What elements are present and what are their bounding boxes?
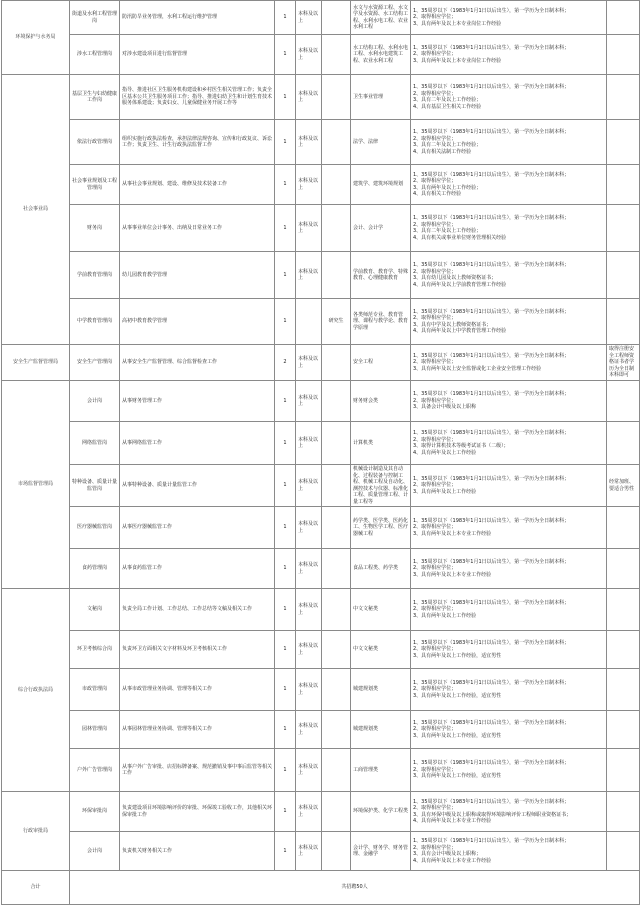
duty-cell: 从事财务管理工作 <box>120 381 275 422</box>
count-cell: 1 <box>275 549 296 589</box>
position-cell: 环保审批岗 <box>70 792 120 832</box>
position-cell: 安全生产管理岗 <box>70 345 120 381</box>
requirement-line: 3、取得计算机技术等级考试证书（二级）； <box>413 443 509 449</box>
degree-cell <box>322 120 351 165</box>
requirement-line: 2、取得相应学位； <box>413 805 457 811</box>
major-cell: 机械设计制造及其自动化、过程装备与控制工程、机械工程及自动化、测控技术与仪器、标准化工程、质量管理工程、计量工程等 <box>351 465 411 507</box>
position-cell: 财务岗 <box>70 205 120 252</box>
table-row <box>2 381 640 422</box>
requirements-cell <box>411 792 607 832</box>
education-cell <box>296 299 322 345</box>
degree-cell <box>322 345 351 381</box>
education-cell: 本科及以上 <box>296 669 322 711</box>
education-cell: 本科及以上 <box>296 507 322 549</box>
count-cell: 1 <box>275 165 296 205</box>
education-cell: 本科及以上 <box>296 832 322 871</box>
count-cell: 2 <box>275 345 296 381</box>
count-cell: 1 <box>275 832 296 871</box>
education-cell: 本科及以上 <box>296 711 322 749</box>
duty-cell: 从事户外广告审批、店招标牌备案、规范撤销及事中事后监管等相关工作 <box>120 749 275 792</box>
note-cell <box>607 749 640 792</box>
degree-cell <box>322 669 351 711</box>
requirement-line: 4、具有两年及以上本专业工作经验 <box>413 818 492 824</box>
education-cell: 本科及以上 <box>296 345 322 381</box>
requirement-line: 2、取得相应学位； <box>413 135 457 142</box>
position-cell: 医疗器械监管岗 <box>70 507 120 549</box>
degree-cell <box>322 1 351 35</box>
major-cell: 会计、会计学 <box>351 205 411 252</box>
requirement-line: 2、取得相应学位； <box>413 359 457 366</box>
requirements-cell <box>411 345 607 381</box>
requirement-line: 1、35周岁以下（1983年1月1日以后出生），第一学历为全日制本科； <box>413 7 570 14</box>
table-row <box>2 832 640 871</box>
requirement-line: 4、具有机关或事业单位财务管理相关经验 <box>413 234 507 241</box>
education-cell: 本科及以上 <box>296 75 322 120</box>
degree-cell <box>322 75 351 120</box>
table-row <box>2 589 640 631</box>
duty-cell: 从事市政管理业务协调、管理等相关工作 <box>120 669 275 711</box>
degree-cell <box>322 792 351 832</box>
requirement-line: 1、35周岁以下（1983年1月1日以后出生），第一学历为全日制本科； <box>413 838 570 844</box>
requirements-cell <box>411 35 607 75</box>
note-cell <box>607 381 640 422</box>
education-cell: 本科及以上 <box>296 749 322 792</box>
requirement-line: 1、35周岁以下（1983年1月1日以后出生），第一学历为全日制本科； <box>413 215 570 221</box>
duty-cell: 从事网络监管工作 <box>120 422 275 465</box>
education-cell: 本科及以上 <box>296 381 322 422</box>
department-cell: 社会事业局 <box>2 75 70 345</box>
requirements-cell <box>411 422 607 465</box>
degree-cell <box>322 631 351 669</box>
degree-cell <box>322 422 351 465</box>
requirements-cell <box>411 507 607 549</box>
major-cell: 各类师范专业、教育管理、课程与教学论、教育学原理 <box>351 299 411 345</box>
requirement-line: 3、具有两年及以上工作经验，适宜男性 <box>413 652 502 659</box>
degree-cell <box>322 381 351 422</box>
requirement-line: 1、35周岁以下（1983年1月1日以后出生），第一学历为全日制本科； <box>413 599 570 606</box>
education-cell: 本科及以上 <box>296 35 322 75</box>
note-cell: 经常加班、要适合男性 <box>607 465 640 507</box>
major-cell: 水文与水资源工程、水文学及水资源、水工结构工程、水利水电工程、农业水利工程 <box>351 1 411 35</box>
requirement-line: 3、具有二年及以上工作经验； <box>413 142 482 148</box>
requirement-line: 1、35周岁以下（1983年1月1日以后出生），第一学历为全日制本科； <box>413 308 570 315</box>
requirement-line: 2、取得相应学位； <box>413 606 457 613</box>
position-cell: 会计岗 <box>70 381 120 422</box>
degree-cell <box>322 589 351 631</box>
table-row <box>2 669 640 711</box>
requirement-line: 3、具有两年及以上本专业岗位工作经验 <box>413 57 502 64</box>
education-cell: 本科及以上 <box>296 792 322 832</box>
table-row <box>2 422 640 465</box>
note-cell <box>607 35 640 75</box>
note-cell <box>607 75 640 120</box>
requirement-line: 1、35周岁以下（1983年1月1日以后出生），第一学历为全日制本科； <box>413 352 570 359</box>
duty-cell: 负责建设项目环境影响评价的审批、环保竣工验收工作，其他相关环保审批工作 <box>120 792 275 832</box>
major-cell: 会计学、财务学、财务管理、金融学 <box>351 832 411 871</box>
requirement-line: 4、具有基层卫生相关工作经验 <box>413 103 482 110</box>
major-cell: 食品工程类、药学类 <box>351 549 411 589</box>
table-row <box>2 35 640 75</box>
position-cell: 街道及水利工程管理岗 <box>70 1 120 35</box>
major-cell: 学前教育、教育学、特殊教育、心理健康教育 <box>351 252 411 299</box>
major-cell: 建筑学、建筑环境规划 <box>351 165 411 205</box>
duty-cell: 防汛防旱业务管理，水利工程运行维护管理 <box>120 1 275 35</box>
requirement-line: 2、取得相应学位； <box>413 90 457 97</box>
requirements-cell <box>411 252 607 299</box>
education-cell: 本科及以上 <box>296 252 322 299</box>
duty-cell: 负责环卫方面相关文字材料及环卫考核相关工作 <box>120 631 275 669</box>
education-cell: 本科及以上 <box>296 1 322 35</box>
count-cell: 1 <box>275 381 296 422</box>
requirements-cell <box>411 1 607 35</box>
degree-cell <box>322 549 351 589</box>
degree-cell <box>322 832 351 871</box>
department-cell: 综合行政执法局 <box>2 589 70 792</box>
requirement-line: 1、35周岁以下（1983年1月1日以后出生），第一学历为全日制本科； <box>413 679 570 686</box>
degree-cell <box>322 465 351 507</box>
degree-cell <box>322 205 351 252</box>
duty-cell: 对涉水建设项目进行监督管理 <box>120 35 275 75</box>
degree-cell <box>322 252 351 299</box>
count-cell: 1 <box>275 35 296 75</box>
degree-cell <box>322 507 351 549</box>
education-cell: 本科及以上 <box>296 549 322 589</box>
duty-cell: 从事园林管理业务协调、管理等相关工作 <box>120 711 275 749</box>
requirement-line: 1、35周岁以下（1983年1月1日以后出生），第一学历为全日制本科； <box>413 129 570 135</box>
requirement-line: 4、具有相关工作经验 <box>413 191 462 197</box>
table-row <box>2 792 640 832</box>
major-cell: 药学类、医学类、医药化工、生物医学工程、医疗器械工程 <box>351 507 411 549</box>
education-cell: 本科及以上 <box>296 589 322 631</box>
count-cell: 1 <box>275 792 296 832</box>
table-row <box>2 711 640 749</box>
requirement-line: 2、取得相应学位； <box>413 315 457 321</box>
note-cell <box>607 589 640 631</box>
major-cell: 城建规划类 <box>351 669 411 711</box>
position-cell: 涉水工程管理岗 <box>70 35 120 75</box>
requirement-line: 1、35周岁以下（1983年1月1日以后出生），第一学历为全日制本科； <box>413 639 570 646</box>
duty-cell: 负责全局工作计划、工作总结、工作总结等文稿及相关工作 <box>120 589 275 631</box>
department-cell: 市场监督管理局 <box>2 381 70 589</box>
total-value: 共招聘50人 <box>70 871 640 905</box>
requirement-line: 2、取得相应学位； <box>413 726 457 733</box>
note-cell <box>607 120 640 165</box>
note-cell <box>607 549 640 589</box>
requirement-line: 3、具有两年及以上工作经验 <box>413 488 477 495</box>
requirement-line: 3、具有两年及以上工作经验 <box>413 612 477 619</box>
requirement-line: 2、取得相应学位； <box>413 397 457 404</box>
requirement-line: 2、取得相应学位； <box>413 268 457 275</box>
count-cell: 1 <box>275 749 296 792</box>
requirements-cell <box>411 465 607 507</box>
degree-cell <box>322 35 351 75</box>
count-cell: 1 <box>275 631 296 669</box>
position-cell: 园林管理岗 <box>70 711 120 749</box>
requirement-line: 1、35周岁以下（1983年1月1日以后出生），第一学历为全日制本科； <box>413 760 570 767</box>
requirement-line: 3、具有两年及以上工作经验； <box>413 184 482 191</box>
note-cell <box>607 507 640 549</box>
requirement-line: 3、具有二年及以上工作经验； <box>413 228 482 234</box>
note-cell <box>607 422 640 465</box>
requirements-cell <box>411 631 607 669</box>
position-cell: 户外广告管理岗 <box>70 749 120 792</box>
note-cell <box>607 165 640 205</box>
requirement-line: 3、具备会计中级及以上职称 <box>413 404 477 411</box>
note-cell <box>607 631 640 669</box>
position-cell: 网络监管岗 <box>70 422 120 465</box>
duty-cell: 从事食药监管工作 <box>120 549 275 589</box>
requirements-cell <box>411 299 607 345</box>
requirement-line: 2、取得相应学位； <box>413 482 457 489</box>
requirement-line: 3、具有两年及以上安全监督或化工企业安全管理工作经验 <box>413 365 542 372</box>
table-row <box>2 205 640 252</box>
table-row <box>2 549 640 589</box>
note-cell <box>607 792 640 832</box>
requirement-line: 4、具有两年及以上本专业工作经验 <box>413 857 492 864</box>
requirement-line: 3、具有环保中级及以上职称或取得环境影响评价工程师职业资格证书； <box>413 811 572 818</box>
major-cell: 法学、法律 <box>351 120 411 165</box>
table-row <box>2 120 640 165</box>
major-cell: 中文文秘类 <box>351 631 411 669</box>
note-cell <box>607 669 640 711</box>
requirement-line: 1、35周岁以下（1983年1月1日以后出生），第一学历为全日制本科； <box>413 44 570 51</box>
degree-cell <box>322 711 351 749</box>
count-cell: 1 <box>275 120 296 165</box>
requirements-cell <box>411 711 607 749</box>
department-cell: 安全生产监督管理局 <box>2 345 70 381</box>
requirements-cell <box>411 120 607 165</box>
requirement-line: 1、35周岁以下（1983年1月1日以后出生），第一学历为全日制本科； <box>413 719 570 726</box>
position-cell: 中学教育管理岗 <box>70 299 120 345</box>
duty-cell: 从事社会事业规划、建设、维修及技术装备工作 <box>120 165 275 205</box>
requirements-cell <box>411 549 607 589</box>
count-cell: 1 <box>275 669 296 711</box>
note-cell: 取得注册安全工程师资格证书者学历为全日制本科即可 <box>607 345 640 381</box>
table-row <box>2 1 640 35</box>
table-row <box>2 631 640 669</box>
major-cell: 财务财会类 <box>351 381 411 422</box>
education-cell: 本科及以上 <box>296 465 322 507</box>
table-body <box>2 1 640 905</box>
note-cell <box>607 299 640 345</box>
requirement-line: 3、具有两年及以上工作经验，适宜男性 <box>413 692 502 699</box>
requirement-line: 3、具有会计中级及以上职称； <box>413 851 482 857</box>
requirement-line: 4、具有两年及以上中学教育管理工作经验 <box>413 328 507 334</box>
requirements-cell <box>411 165 607 205</box>
requirement-line: 3、具有两年及以上本专业工作经验 <box>413 571 492 578</box>
major-cell: 环境保护类、化学工程类 <box>351 792 411 832</box>
requirements-cell <box>411 589 607 631</box>
requirement-line: 1、35周岁以下（1983年1月1日以后出生），第一学历为全日制本科； <box>413 798 570 805</box>
requirements-cell <box>411 832 607 871</box>
requirement-line: 1、35周岁以下（1983年1月1日以后出生），第一学历为全日制本科； <box>413 262 570 268</box>
duty-cell: 组织实施行政执法检查，承担法律法规咨询、宣传和行政复议、诉讼工作；负责卫生、计生行政执法监督工作 <box>120 120 275 165</box>
requirements-cell <box>411 669 607 711</box>
count-cell: 1 <box>275 205 296 252</box>
count-cell: 1 <box>275 507 296 549</box>
table-row <box>2 299 640 345</box>
major-cell: 卫生事业管理 <box>351 75 411 120</box>
requirement-line: 1、35周岁以下（1983年1月1日以后出生），第一学历为全日制本科； <box>413 171 570 178</box>
table-row <box>2 165 640 205</box>
requirements-cell <box>411 205 607 252</box>
requirement-line: 2、取得相应学位； <box>413 221 457 228</box>
education-cell: 本科及以上 <box>296 631 322 669</box>
duty-cell: 从事安全生产监督管理、综合监督检查工作 <box>120 345 275 381</box>
requirement-line: 2、取得相应学位； <box>413 178 457 184</box>
major-cell: 中文文秘类 <box>351 589 411 631</box>
note-cell <box>607 252 640 299</box>
requirement-line: 2、取得相应学位； <box>413 14 457 21</box>
total-label: 合计 <box>2 871 70 905</box>
requirement-line: 4、具有相关法制工作经验 <box>413 148 472 155</box>
requirement-line: 2、取得相应学位； <box>413 524 457 531</box>
education-cell: 本科及以上 <box>296 165 322 205</box>
requirement-line: 4、具有两年及以上学前教育管理工作经验 <box>413 281 507 288</box>
requirement-line: 3、具有两年及以上本专业工作经验 <box>413 530 492 537</box>
note-cell <box>607 205 640 252</box>
major-cell: 安全工程 <box>351 345 411 381</box>
count-cell: 1 <box>275 465 296 507</box>
department-cell: 环境保护与水务局 <box>2 1 70 75</box>
recruitment-table <box>1 0 640 905</box>
table-row <box>2 749 640 792</box>
major-cell: 计算机类 <box>351 422 411 465</box>
education-cell: 本科及以上 <box>296 120 322 165</box>
table-row <box>2 252 640 299</box>
requirement-line: 3、具有两年及以上工作经验，适宜男性 <box>413 773 502 780</box>
count-cell: 1 <box>275 711 296 749</box>
duty-cell: 从事特种设备、质量计量监管工作 <box>120 465 275 507</box>
requirement-line: 2、取得相应学位； <box>413 686 457 693</box>
position-cell: 文秘岗 <box>70 589 120 631</box>
duty-cell: 负责机关财务相关工作 <box>120 832 275 871</box>
table-row <box>2 75 640 120</box>
position-cell: 社会事业规划及工程管理岗 <box>70 165 120 205</box>
count-cell: 1 <box>275 1 296 35</box>
position-cell: 市政管理岗 <box>70 669 120 711</box>
major-cell: 工商管理类 <box>351 749 411 792</box>
requirement-line: 3、具有两年及以上工作经验，适宜男性 <box>413 732 502 739</box>
requirement-line: 1、35周岁以下（1983年1月1日以后出生），第一学历为全日制本科； <box>413 430 570 436</box>
position-cell: 会计岗 <box>70 832 120 871</box>
requirement-line: 1、35周岁以下（1983年1月1日以后出生），第一学历为全日制本科； <box>413 558 570 565</box>
count-cell: 1 <box>275 589 296 631</box>
duty-cell: 幼儿园教育教学管理 <box>120 252 275 299</box>
education-cell: 本科及以上 <box>296 205 322 252</box>
position-cell: 学前教育管理岗 <box>70 252 120 299</box>
position-cell: 依法行政管理岗 <box>70 120 120 165</box>
requirements-cell <box>411 381 607 422</box>
duty-cell: 从事事业单位会计事务、出纳及日常业务工作 <box>120 205 275 252</box>
table-row <box>2 465 640 507</box>
requirement-line: 3、具有两年及以上本专业岗位工作经验 <box>413 20 502 27</box>
requirement-line: 3、具有二年及以上工作经验； <box>413 97 482 103</box>
position-cell: 环卫考核综合岗 <box>70 631 120 669</box>
requirement-line: 2、取得相应学位； <box>413 646 457 653</box>
requirement-line: 1、35周岁以下（1983年1月1日以后出生），第一学历为全日制本科； <box>413 391 570 398</box>
requirements-cell <box>411 75 607 120</box>
requirement-line: 2、取得相应学位； <box>413 844 457 851</box>
requirement-line: 3、具有幼儿园及以上教师资格证书； <box>413 275 497 281</box>
duty-cell: 高初中教育教学管理 <box>120 299 275 345</box>
requirement-line: 2、取得相应学位； <box>413 51 457 58</box>
degree-cell <box>322 165 351 205</box>
requirement-line: 2、取得相应学位； <box>413 436 457 443</box>
note-cell <box>607 832 640 871</box>
position-cell: 特种设备、质量计量监管岗 <box>70 465 120 507</box>
count-cell: 1 <box>275 422 296 465</box>
requirement-line: 1、35周岁以下（1983年1月1日以后出生），第一学历为全日制本科； <box>413 475 570 482</box>
major-cell: 城建规划类 <box>351 711 411 749</box>
count-cell: 1 <box>275 75 296 120</box>
total-row <box>2 871 640 905</box>
degree-cell: 研究生 <box>322 299 351 345</box>
position-cell: 食药管理岗 <box>70 549 120 589</box>
note-cell <box>607 711 640 749</box>
table-row <box>2 345 640 381</box>
requirement-line: 4、具有两年及以上工作经验 <box>413 449 477 456</box>
requirement-line: 3、具有中学及以上教师资格证书； <box>413 321 492 328</box>
requirement-line: 2、取得相应学位； <box>413 766 457 773</box>
requirement-line: 1、35周岁以下（1983年1月1日以后出生），第一学历为全日制本科； <box>413 517 570 524</box>
duty-cell: 从事医疗器械监管工作 <box>120 507 275 549</box>
degree-cell <box>322 749 351 792</box>
requirements-cell <box>411 749 607 792</box>
department-cell: 行政审批局 <box>2 792 70 871</box>
duty-cell: 指导、推进社区卫生服务机构建设和乡村医生相关管理工作；负责全区基本公共卫生服务项目工作；指导、推进妇幼卫生和计划生育技术服务体系建设；负责妇女、儿童保健业务开展工作等 <box>120 75 275 120</box>
education-cell: 本科及以上 <box>296 422 322 465</box>
requirement-line: 1、35周岁以下（1983年1月1日以后出生），第一学历为全日制本科； <box>413 84 570 90</box>
table-row <box>2 507 640 549</box>
note-cell <box>607 1 640 35</box>
count-cell: 1 <box>275 252 296 299</box>
position-cell: 基层卫生与妇幼健康工作岗 <box>70 75 120 120</box>
count-cell: 1 <box>275 299 296 345</box>
major-cell: 水工结构工程、水利水电工程、水利水电建筑工程、农业水利工程 <box>351 35 411 75</box>
requirement-line: 2、取得相应学位； <box>413 565 457 572</box>
